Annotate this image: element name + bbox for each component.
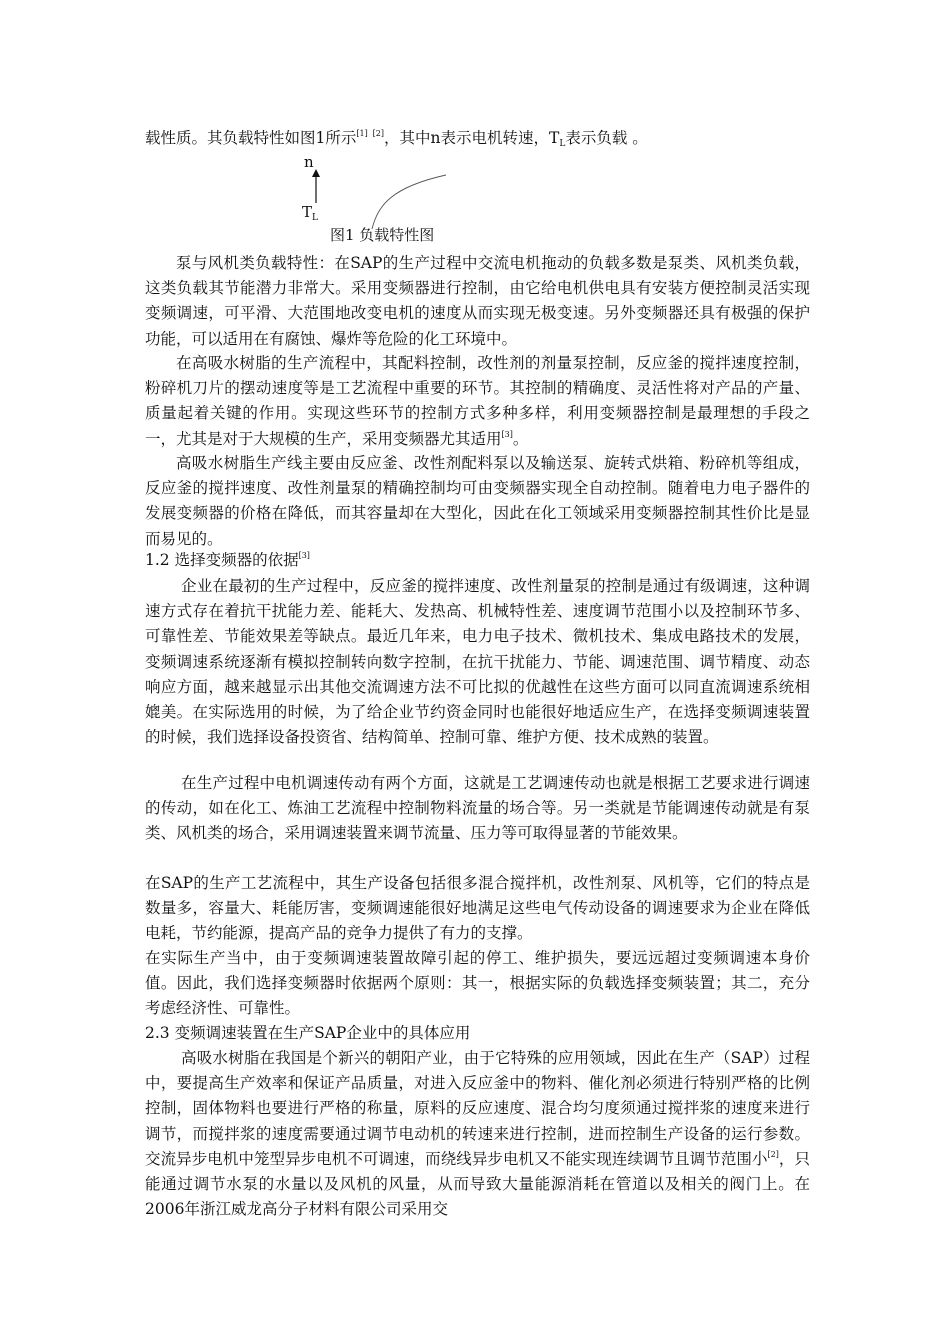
section-heading-2-3: 2.3 变频调速装置在生产SAP企业中的具体应用	[145, 1024, 471, 1042]
heading-1-2-text: 1.2 选择变频器的依据	[145, 551, 299, 569]
paragraph-drive-types: 在生产过程中电机调速传动有两个方面，这就是工艺调速传动也就是根据工艺要求进行调速的传动，如在化工、炼油工艺流程中控制物料流量的场合等。另一类就是节能调速传动就是有泵类、风机类的场合，采用调速装置来调节流量、压力等可取得显著的节能效果。	[145, 774, 810, 843]
intro-text-a: 载性质。其负载特性如图1所示	[145, 129, 357, 147]
heading-1-2-citation: [3]	[298, 551, 310, 560]
intro-text-c: 表示负载 。	[565, 129, 648, 147]
paragraph-pump-fan-load: 泵与风机类负载特性：在SAP的生产过程中交流电机拖动的负载多数是泵类、风机类负载，这类负载其节能潜力非常大。采用变频器进行控制，由它给电机供电具有安装方便控制灵活实现变频调速，可平滑、大范围地改变电机的速度从而实现无极变速。另外变频器还具有极强的保护功能，可以适用在有腐蚀、爆炸等危险的化工环境中。	[145, 254, 810, 348]
intro-subscript: L	[559, 139, 566, 149]
intro-paragraph	[145, 126, 810, 151]
paragraph-selection-principles: 在实际生产当中，由于变频调速装置故障引起的停工、维护损失，要远远超过变频调速本身价值。因此，我们选择变频器时依据两个原则：其一，根据实际的负载选择变频装置；其二，充分考虑经济性、可靠性。	[145, 949, 810, 1018]
p2-end: 。	[512, 429, 529, 448]
p8-text-a: 高吸水树脂在我国是个新兴的朝阳产业，由于它特殊的应用领域，因此在生产（SAP）过程中，要提高生产效率和保证产品质量，对进入反应釜中的物料、催化剂必须进行特别严格的比例控制，固体物料也要进行严格的称量，原料的反应速度、混合均匀度须通过搅拌浆的速度来进行调节，而搅拌浆的速度需要通过调节电动机的转速来进行控制，进而控制生产设备的运行参数。交流异步电机中笼型异步电机不可调速，而绕线异步电机又不能实现连续调节且调节范围小	[145, 1049, 810, 1168]
p8-citation: [2]	[767, 1149, 779, 1159]
figure-caption: 图1 负载特性图	[330, 226, 435, 244]
p2-text: 在高吸水树脂的生产流程中，其配料控制，改性剂的剂量泵控制，反应釜的搅拌速度控制，粉碎机刀片的摆动速度等是工艺流程中重要的环节。其控制的精确度、灵活性将对产品的产量、质量起着关键的作用。实现这些环节的控制方式多种多样，利用变频器控制是最理想的手段之一，尤其是对于大规模的生产，采用变频器尤其适用	[145, 354, 810, 448]
paragraph-production-flow	[145, 351, 810, 452]
section-heading-1-2	[145, 548, 310, 573]
citation-2: [2]	[372, 129, 384, 138]
axis-tl-main: T	[302, 203, 313, 221]
axis-n-label: n	[304, 153, 314, 171]
p8-text-b: ，只能通过调节水泵的水量以及风机的风量，从而导致大量能源消耗在管道以及相关的阀门上。在2006年浙江威龙高分子材料有限公司采用交	[145, 1149, 810, 1219]
p2-citation: [3]	[501, 429, 513, 439]
axis-tl-sub: L	[312, 213, 318, 223]
paragraph-sap-process: 在SAP的生产工艺流程中，其生产设备包括很多混合搅拌机，改性剂泵、风机等，它们的特点是数量多，容量大、耗能厉害，变频调速能很好地满足这些电气传动设备的调速要求为企业在降低电耗，节约能源，提高产品的竞争力提供了有力的支撑。	[145, 874, 810, 943]
citation-1: [1]	[356, 129, 368, 138]
load-curve	[372, 175, 446, 229]
paragraph-sap-application	[145, 1046, 810, 1222]
intro-text-b: ，其中n表示电机转速，T	[384, 129, 560, 147]
axis-arrow	[312, 169, 320, 177]
paragraph-speed-regulation: 企业在最初的生产过程中，反应釜的搅拌速度、改性剂量泵的控制是通过有级调速，这种调速方式存在着抗干扰能力差、能耗大、发热高、机械特性差、速度调节范围小以及控制环节多、可靠性差、节能效果差等缺点。最近几年来，电力电子技术、微机技术、集成电路技术的发展，变频调速系统逐渐有模拟控制转向数字控制，在抗干扰能力、节能、调速范围、调节精度、动态响应方面，越来越显示出其他交流调速方法不可比拟的优越性在这些方面可以同直流调速系统相媲美。在实际选用的时候，为了给企业节约资金同时也能很好地适应生产，在选择变频调速装置的时候，我们选择设备投资省、结构简单、控制可靠、维护方便、技术成熟的装置。	[145, 577, 810, 747]
paragraph-production-line: 高吸水树脂生产线主要由反应釜、改性剂配料泵以及输送泵、旋转式烘箱、粉碎机等组成，反应釜的搅拌速度、改性剂量泵的精确控制均可由变频器实现全自动控制。随着电力电子器件的发展变频器的价格在降低，而其容量却在大型化，因此在化工领域采用变频器控制其性价比是显而易见的。	[145, 454, 810, 548]
